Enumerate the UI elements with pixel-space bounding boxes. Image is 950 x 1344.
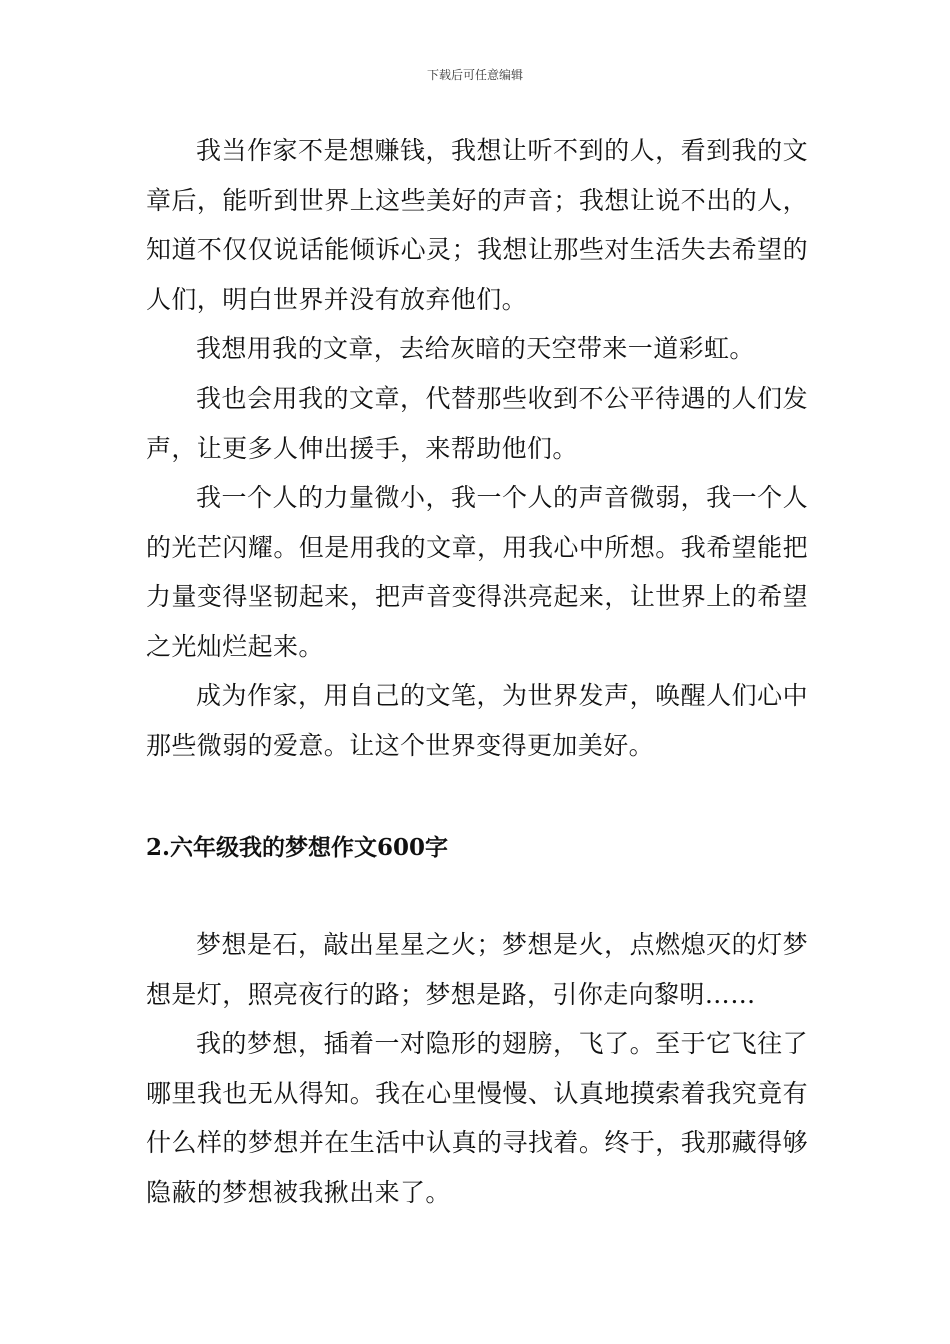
paragraph: 我想用我的文章，去给灰暗的天空带来一道彩虹。 — [196, 334, 755, 363]
paragraph: 梦想是石，敲出星星之火；梦想是火，点燃熄灭的灯梦想是灯，照亮夜行的路；梦想是路，引你走向黎明…… — [146, 930, 808, 1009]
paragraph: 我的梦想，插着一对隐形的翅膀，飞了。至于它飞往了哪里我也无从得知。我在心里慢慢、认真地摸索着我究竟有什么样的梦想并在生活中认真的寻找着。终于，我那藏得够隐蔽的梦想被我揪出来了。 — [146, 1029, 808, 1207]
paragraph: 我一个人的力量微小，我一个人的声音微弱，我一个人的光芒闪耀。但是用我的文章，用我心中所想。我希望能把力量变得坚韧起来，把声音变得洪亮起来，让世界上的希望之光灿烂起来。 — [146, 483, 808, 661]
page-header: 下载后可任意编辑 — [426, 68, 523, 82]
paragraph: 我也会用我的文章，代替那些收到不公平待遇的人们发声，让更多人伸出援手，来帮助他们。 — [146, 384, 808, 463]
section-heading: 2.六年级我的梦想作文600字 — [146, 834, 449, 861]
paragraph: 我当作家不是想赚钱，我想让听不到的人，看到我的文章后，能听到世界上这些美好的声音；我想让说不出的人，知道不仅仅说话能倾诉心灵；我想让那些对生活失去希望的人们，明白世界并没有放弃他们。 — [146, 136, 808, 314]
paragraph: 成为作家，用自己的文笔，为世界发声，唤醒人们心中那些微弱的爱意。让这个世界变得更加美好。 — [146, 681, 808, 760]
